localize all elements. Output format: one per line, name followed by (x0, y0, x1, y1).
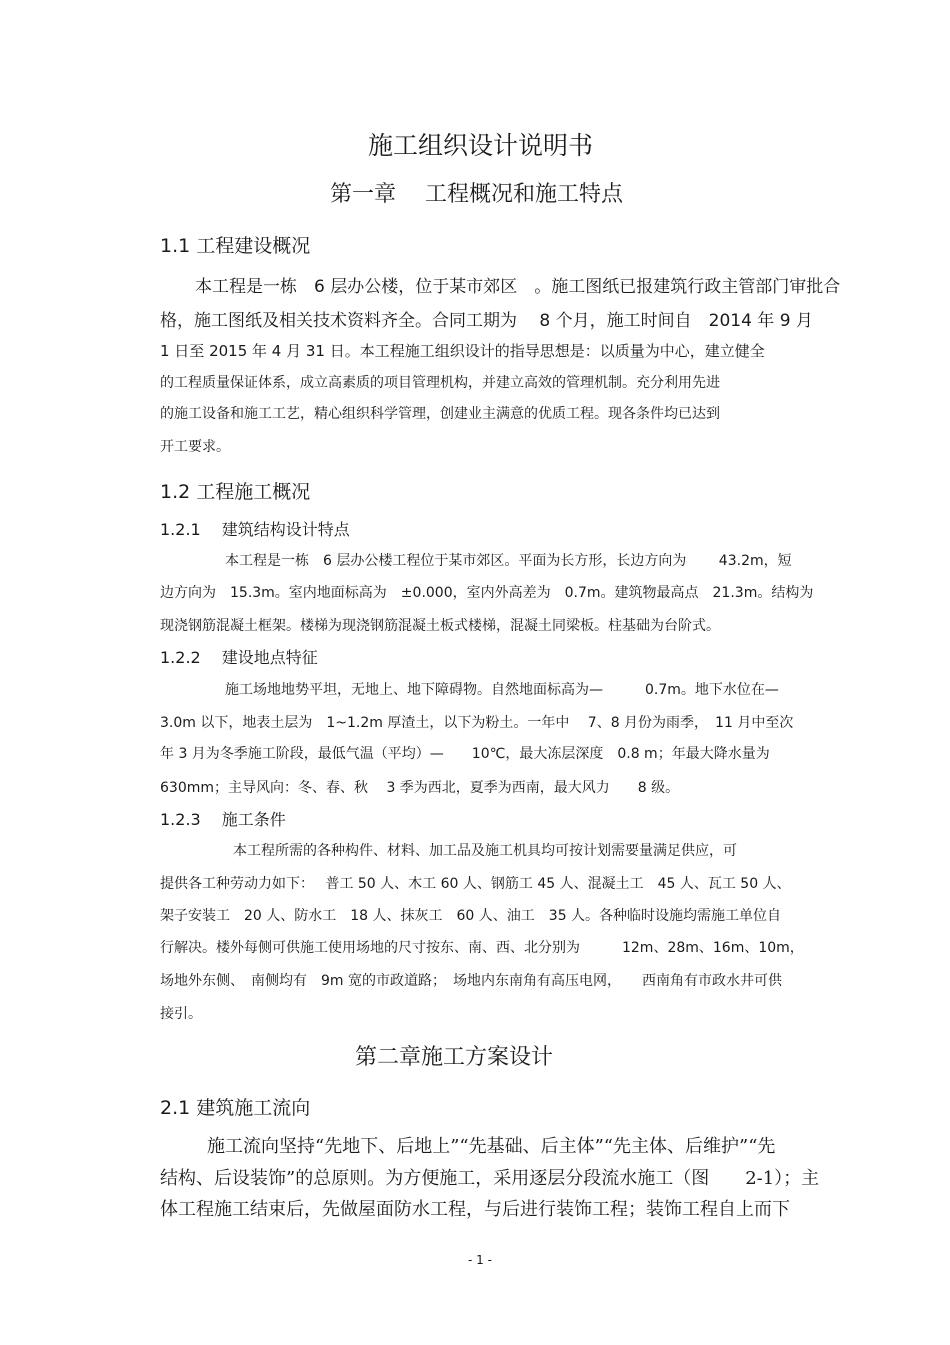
paragraph-line: 630mm；主导风向：冬、春、秋 3 季为西北，夏季为西南，最大风力 8 级。 (160, 780, 680, 796)
document-title: 施工组织设计说明书 (368, 131, 594, 160)
paragraph-line: 1 日至 2015 年 4 月 31 日。本工程施工组织设计的指导思想是：以质量为中心，建立健全 (160, 342, 765, 360)
paragraph-line: 本工程是一栋 6 层办公楼工程位于某市郊区。平面为长方形，长边方向为 43.2m，短 (225, 553, 792, 569)
paragraph-line: 接引。 (160, 1006, 202, 1022)
paragraph-line: 结构、后设装饰”的总原则。为方便施工，采用逐层分段流水施工（图 2-1）；主 (160, 1168, 820, 1189)
paragraph-line: 开工要求。 (160, 439, 230, 455)
paragraph-line: 边方向为 15.3m。室内地面标高为 ±0.000，室内外高差为 0.7m。建筑物最高点 21.3m。结构为 (160, 585, 814, 601)
paragraph-line: 提供各工种劳动力如下： 普工 50 人、木工 60 人、钢筋工 45 人、混凝土工 45 人、瓦工 50 人、 (160, 876, 791, 892)
section-1-2-1-heading: 1.2.1 建筑结构设计特点 (160, 520, 350, 539)
paragraph-line: 本工程是一栋 6 层办公楼，位于某市郊区 。施工图纸已报建筑行政主管部门审批合 (195, 277, 841, 297)
paragraph-line: 的施工设备和施工工艺，精心组织科学管理，创建业主满意的优质工程。现各条件均已达到 (160, 406, 720, 422)
section-1-1-heading: 1.1 工程建设概况 (160, 235, 311, 257)
paragraph-line: 架子安装工 20 人、防水工 18 人、抹灰工 60 人、油工 35 人。各种临时设施均需施工单位自 (160, 908, 782, 924)
paragraph-line: 体工程施工结束后，先做屋面防水工程，与后进行装饰工程；装饰工程自上而下 (160, 1199, 790, 1220)
chapter-1-heading: 第一章 工程概况和施工特点 (330, 182, 623, 207)
paragraph-line: 年 3 月为冬季施工阶段，最低气温（平均）— 10℃，最大冻层深度 0.8 m；年最大降水量为 (160, 746, 770, 762)
section-2-1-heading: 2.1 建筑施工流向 (160, 1097, 311, 1119)
paragraph-line: 场地外东侧、 南侧均有 9m 宽的市政道路； 场地内东南角有高压电网， 西南角有市政水井可供 (160, 973, 782, 989)
section-1-2-heading: 1.2 工程施工概况 (160, 481, 311, 503)
paragraph-line: 本工程所需的各种构件、材料、加工品及施工机具均可按计划需要量满足供应，可 (233, 843, 737, 859)
page-number: - 1 - (468, 1253, 492, 1267)
paragraph-line: 施工流向坚持“先地下、后地上”“先基础、后主体”“先主体、后维护”“先 (207, 1136, 776, 1157)
paragraph-line: 现浇钢筋混凝土框架。楼梯为现浇钢筋混凝土板式楼梯，混凝土同梁板。柱基础为台阶式。 (160, 618, 720, 634)
chapter-2-heading: 第二章施工方案设计 (355, 1045, 554, 1070)
paragraph-line: 的工程质量保证体系，成立高素质的项目管理机构，并建立高效的管理机制。充分利用先进 (160, 375, 720, 391)
paragraph-line: 3.0m 以下，地表土层为 1~1.2m 厚渣土，以下为粉土。一年中 7、8 月份为雨季， 11 月中至次 (160, 715, 794, 731)
paragraph-line: 格，施工图纸及相关技术资料齐全。合同工期为 8 个月，施工时间自 2014 年 9 月 (160, 311, 813, 331)
paragraph-line: 施工场地地势平坦，无地上、地下障碍物。自然地面标高为— 0.7m。地下水位在— (225, 682, 779, 698)
paragraph-line: 行解决。楼外每侧可供施工使用场地的尺寸按东、南、西、北分别为 12m、28m、16m、10m， (160, 940, 804, 956)
section-1-2-3-heading: 1.2.3 施工条件 (160, 810, 286, 829)
section-1-2-2-heading: 1.2.2 建设地点特征 (160, 648, 318, 667)
